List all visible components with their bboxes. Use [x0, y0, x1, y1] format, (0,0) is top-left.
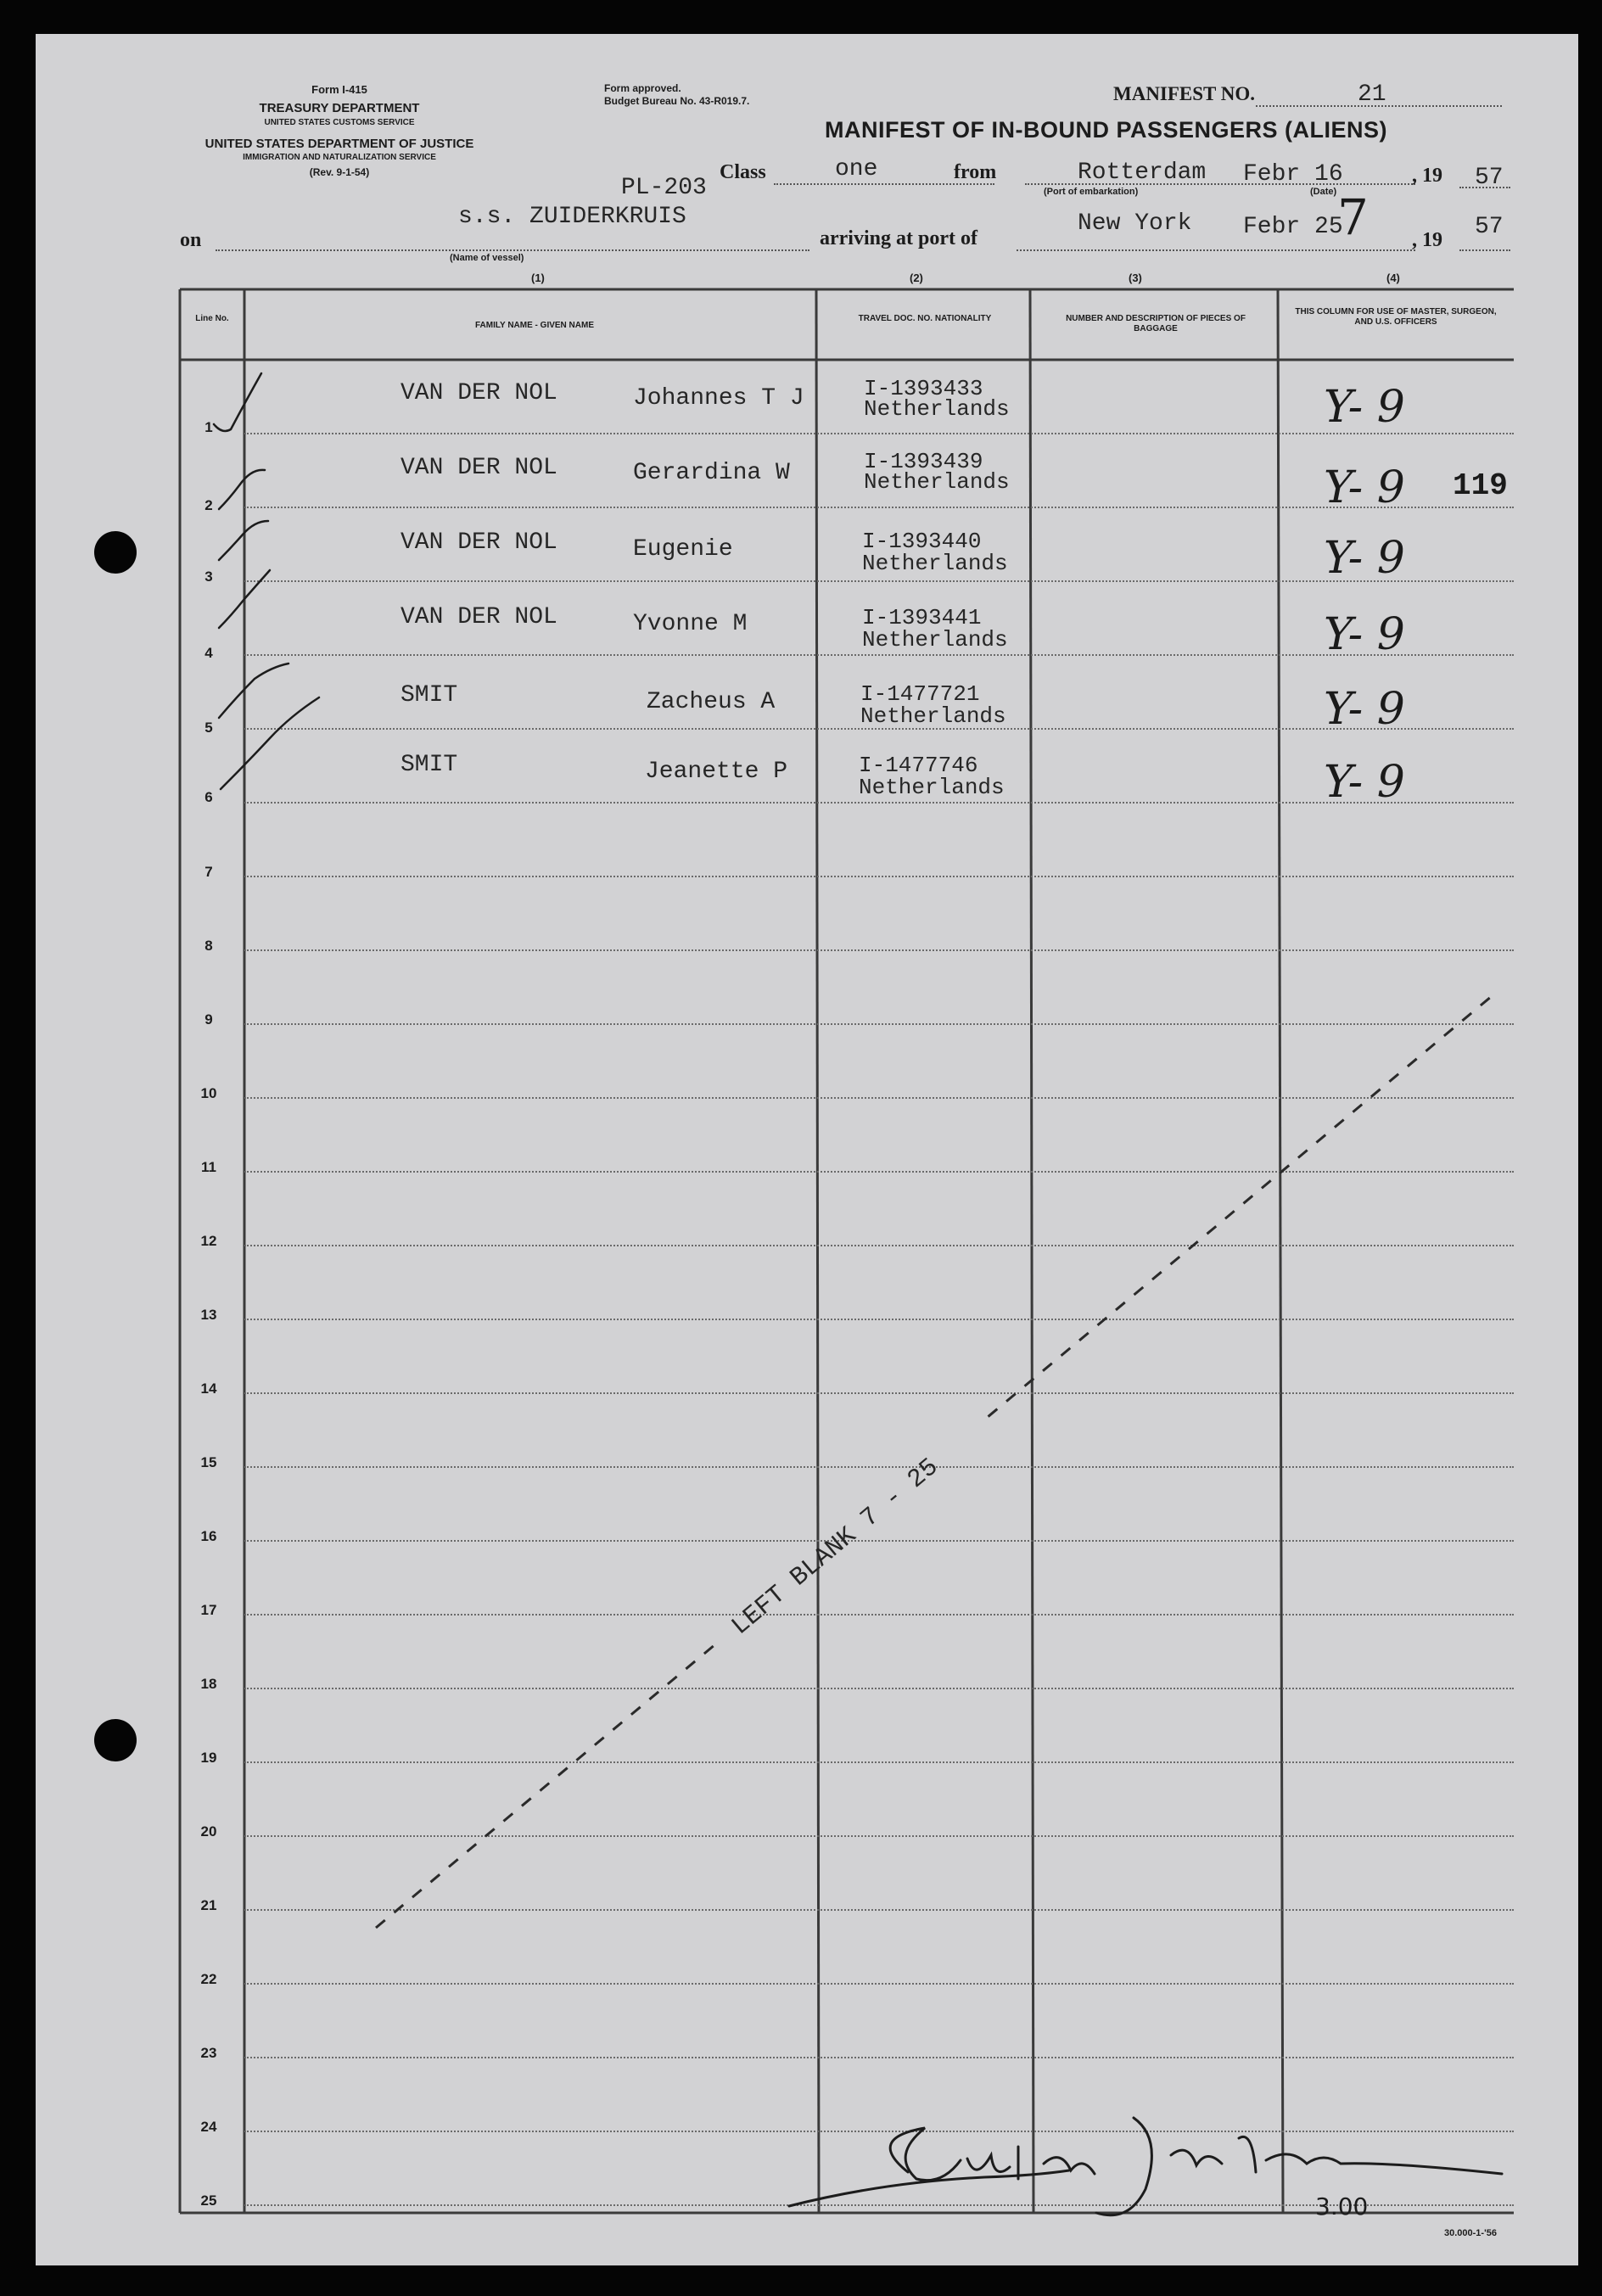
given-name: Gerardina W — [633, 460, 790, 486]
line-number: 21 — [200, 1897, 217, 1913]
family-name: SMIT — [400, 752, 458, 778]
on-label: on — [180, 229, 202, 251]
given-name: Zacheus A — [647, 689, 776, 715]
officer-mark: Y- 9 — [1324, 684, 1405, 735]
given-name: Eugenie — [633, 536, 733, 563]
family-name: VAN DER NOL — [400, 380, 557, 406]
line-number: 7 — [204, 864, 213, 880]
ins-service: IMMIGRATION AND NATURALIZATION SERVICE — [243, 153, 436, 162]
family-name: VAN DER NOL — [400, 604, 557, 630]
line-number: 20 — [200, 1823, 217, 1840]
port-of-embarkation: Rotterdam — [1078, 160, 1207, 186]
nationality: Netherlands — [859, 775, 1005, 800]
form-approved: Form approved. — [604, 82, 681, 94]
vessel-caption: (Name of vessel) — [450, 253, 524, 263]
footer-code: 30.000-1-'56 — [1444, 2228, 1497, 2238]
col-num-1: (1) — [531, 272, 545, 284]
manifest-no-value: 21 — [1358, 81, 1386, 108]
from-label: from — [954, 161, 997, 183]
officer-mark: Y- 9 — [1324, 609, 1405, 660]
port-caption: (Port of embarkation) — [1044, 187, 1139, 197]
budget-bureau: Budget Bureau No. 43-R019.7. — [604, 95, 750, 107]
line-number: 17 — [200, 1602, 217, 1618]
line-number: 23 — [200, 2045, 217, 2061]
treasury-dept: TREASURY DEPARTMENT — [259, 101, 420, 115]
travel-doc-no: I-1393440 — [862, 529, 982, 554]
arriving-label: arriving at port of — [820, 227, 977, 249]
port-of-arrival: New York — [1078, 210, 1192, 237]
line-number: 19 — [200, 1750, 217, 1766]
col-header-baggage: NUMBER AND DESCRIPTION OF PIECES OF BAGGAGE — [1066, 314, 1246, 333]
line-number: 9 — [204, 1011, 213, 1028]
given-name: Johannes T J — [633, 385, 804, 412]
class-value: one — [835, 156, 878, 182]
family-name: VAN DER NOL — [400, 529, 557, 556]
line-number: 12 — [200, 1233, 217, 1249]
officer-mark: Y- 9 — [1324, 382, 1405, 433]
col-header-line-no: Line No. — [195, 314, 229, 323]
col-num-3: (3) — [1129, 272, 1142, 284]
date-of-arrival: Febr 25 — [1243, 214, 1343, 240]
col-num-2: (2) — [910, 272, 923, 284]
given-name: Jeanette P — [645, 759, 788, 785]
form-number: Form I-415 — [311, 83, 367, 96]
manifest-title: MANIFEST OF IN-BOUND PASSENGERS (ALIENS) — [825, 117, 1388, 143]
line-number: 11 — [201, 1159, 216, 1175]
date-arrival-correction: 7 — [1337, 188, 1369, 246]
travel-doc-no: I-1393433 — [864, 376, 983, 401]
year-prefix-1: , 19 — [1412, 165, 1442, 187]
nationality: Netherlands — [864, 469, 1010, 495]
line-number: 13 — [200, 1307, 217, 1323]
nationality: Netherlands — [862, 551, 1008, 576]
justice-dept: UNITED STATES DEPARTMENT OF JUSTICE — [204, 137, 474, 151]
line-number: 22 — [200, 1971, 217, 1987]
line-number: 6 — [204, 789, 213, 805]
line-number: 3 — [204, 568, 213, 585]
travel-doc-no: I-1477721 — [860, 681, 980, 707]
travel-doc-no: I-1477746 — [859, 753, 978, 778]
year-prefix-2: , 19 — [1412, 229, 1442, 251]
signature-note: 3.00 — [1315, 2192, 1369, 2220]
signature-name — [933, 2155, 940, 2156]
line-number: 15 — [200, 1454, 217, 1470]
col-header-travel: TRAVEL DOC. NO. NATIONALITY — [858, 314, 992, 323]
line-number: 2 — [204, 497, 213, 513]
line-number: 4 — [204, 645, 213, 661]
line-number: 24 — [200, 2119, 217, 2135]
line-number: 1 — [204, 419, 213, 435]
year-2: 57 — [1475, 214, 1504, 240]
line-number: 16 — [200, 1528, 217, 1544]
given-name: Yvonne M — [633, 611, 748, 637]
line-number: 25 — [200, 2192, 217, 2209]
line-number: 18 — [200, 1676, 217, 1692]
travel-doc-no: I-1393439 — [864, 449, 983, 474]
pl-number: PL-203 — [621, 175, 707, 201]
manifest-no-label: MANIFEST NO. — [1113, 83, 1255, 104]
col-header-name: FAMILY NAME - GIVEN NAME — [474, 321, 594, 330]
officer-number: 119 — [1453, 468, 1508, 503]
line-number: 5 — [204, 720, 213, 736]
officer-mark: Y- 9 — [1324, 757, 1405, 808]
line-number: 10 — [200, 1085, 217, 1101]
customs-service: UNITED STATES CUSTOMS SERVICE — [264, 118, 415, 127]
line-number: 14 — [200, 1380, 217, 1397]
officer-signature — [764, 2104, 1527, 2274]
date-caption: (Date) — [1310, 187, 1337, 197]
col-header-officers: THIS COLUMN FOR USE OF MASTER, SURGEON, AND U.S. OFFICERS — [1295, 307, 1497, 327]
year-1: 57 — [1475, 165, 1504, 191]
line-number: 8 — [204, 938, 213, 954]
officer-mark: Y- 9 — [1324, 533, 1405, 584]
rev-date: (Rev. 9-1-54) — [309, 166, 370, 178]
officer-mark: Y- 9 — [1324, 462, 1405, 513]
travel-doc-no: I-1393441 — [862, 605, 982, 630]
date-of-embarkation: Febr 16 — [1243, 161, 1343, 188]
left-blank-text: LEFT BLANK 7 - 25 — [726, 1453, 944, 1642]
family-name: SMIT — [400, 682, 458, 708]
nationality: Netherlands — [860, 703, 1006, 729]
family-name: VAN DER NOL — [400, 455, 557, 481]
nationality: Netherlands — [862, 627, 1008, 652]
class-label: Class — [720, 161, 766, 183]
col-num-4: (4) — [1386, 272, 1400, 284]
vessel-name: s.s. ZUIDERKRUIS — [458, 204, 686, 230]
nationality: Netherlands — [864, 396, 1010, 422]
